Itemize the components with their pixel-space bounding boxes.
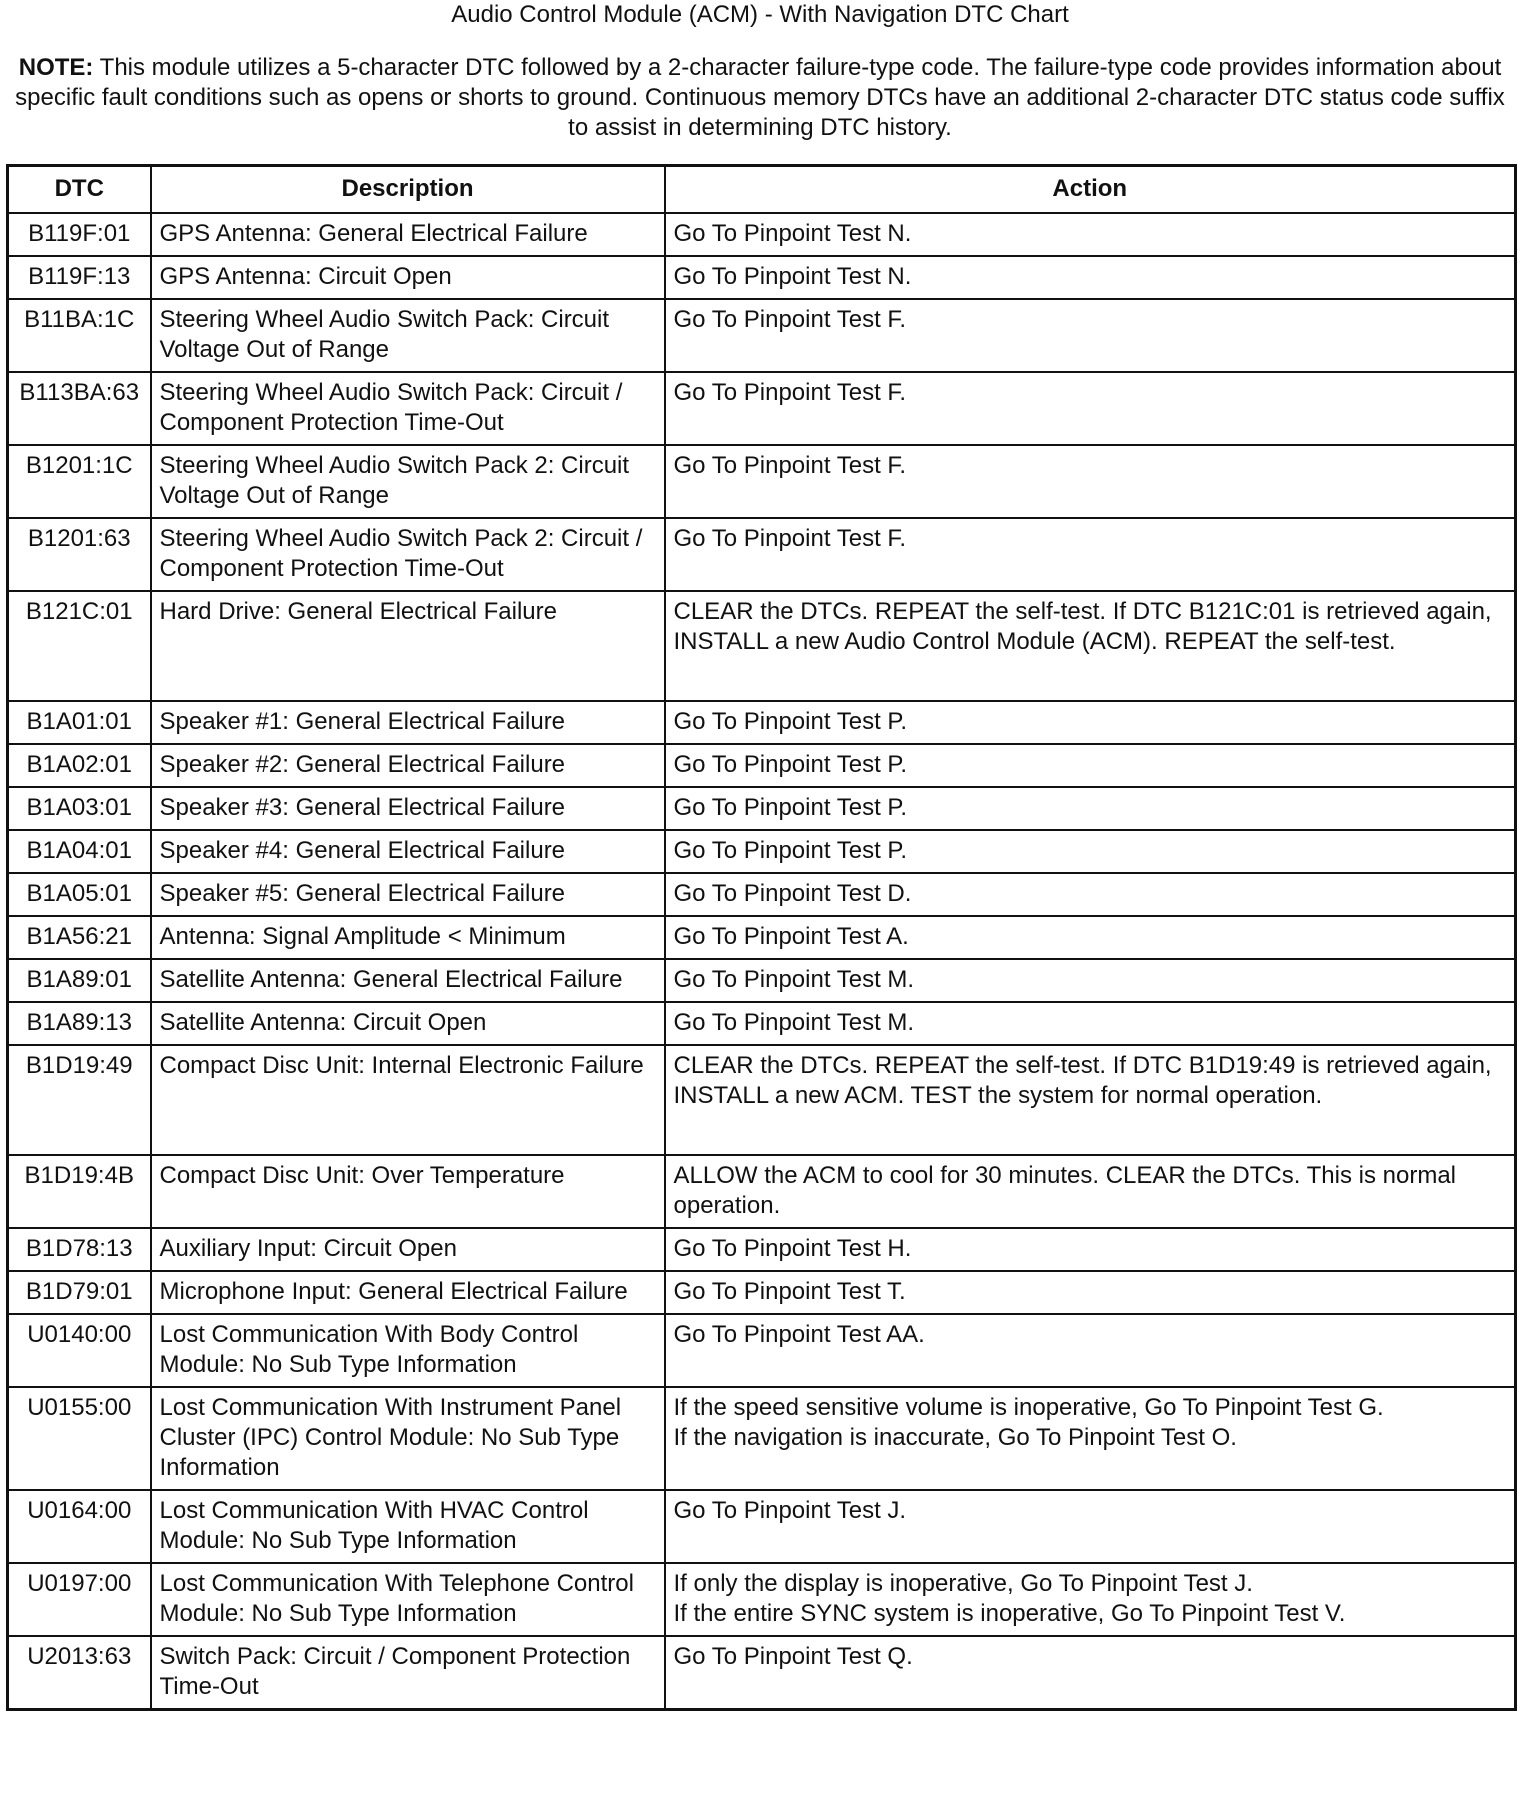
action-cell: Go To Pinpoint Test P. <box>665 744 1516 787</box>
table-row <box>8 1636 1516 1710</box>
action-cell: Go To Pinpoint Test F. <box>665 445 1516 518</box>
action-cell: Go To Pinpoint Test N. <box>665 256 1516 299</box>
table-row <box>8 1002 1516 1045</box>
description-cell: Switch Pack: Circuit / Component Protection Time-Out <box>151 1636 665 1710</box>
action-cell: Go To Pinpoint Test J. <box>665 1490 1516 1563</box>
description-cell: Steering Wheel Audio Switch Pack: Circuit Voltage Out of Range <box>151 299 665 372</box>
dtc-code-cell: U0155:00 <box>8 1387 151 1490</box>
description-cell: Compact Disc Unit: Over Temperature <box>151 1155 665 1228</box>
action-cell: Go To Pinpoint Test Q. <box>665 1636 1516 1710</box>
table-row <box>8 518 1516 591</box>
dtc-code-cell: B1A04:01 <box>8 830 151 873</box>
description-cell: Steering Wheel Audio Switch Pack 2: Circuit / Component Protection Time-Out <box>151 518 665 591</box>
description-cell: Speaker #3: General Electrical Failure <box>151 787 665 830</box>
action-cell: Go To Pinpoint Test T. <box>665 1271 1516 1314</box>
note-text: This module utilizes a 5-character DTC followed by a 2-character failure-type code. The failure-type code provides information about specific fault conditions such as opens or shorts to ground. Continuous memory DTCs have an additional 2-character DTC status code suffix to assist in determining DTC history. <box>15 54 1505 141</box>
description-cell: Speaker #5: General Electrical Failure <box>151 873 665 916</box>
table-body <box>8 213 1516 1710</box>
dtc-code-cell: B119F:01 <box>8 213 151 256</box>
table-row <box>8 1563 1516 1636</box>
table-row <box>8 1228 1516 1271</box>
dtc-code-cell: B119F:13 <box>8 256 151 299</box>
action-cell: Go To Pinpoint Test F. <box>665 518 1516 591</box>
action-cell: ALLOW the ACM to cool for 30 minutes. CLEAR the DTCs. This is normal operation. <box>665 1155 1516 1228</box>
table-row <box>8 591 1516 701</box>
dtc-code-cell: B1A03:01 <box>8 787 151 830</box>
dtc-code-cell: B11BA:1C <box>8 299 151 372</box>
table-row <box>8 1045 1516 1155</box>
description-cell: Lost Communication With Body Control Module: No Sub Type Information <box>151 1314 665 1387</box>
column-header-action: Action <box>665 166 1516 214</box>
table-row <box>8 1490 1516 1563</box>
dtc-code-cell: U2013:63 <box>8 1636 151 1710</box>
dtc-code-cell: B1201:63 <box>8 518 151 591</box>
table-row <box>8 299 1516 372</box>
dtc-code-cell: B1D79:01 <box>8 1271 151 1314</box>
dtc-code-cell: B1A01:01 <box>8 701 151 744</box>
table-row <box>8 1155 1516 1228</box>
dtc-table <box>6 164 1517 1711</box>
action-cell: Go To Pinpoint Test M. <box>665 1002 1516 1045</box>
dtc-code-cell: B1D19:4B <box>8 1155 151 1228</box>
table-row <box>8 372 1516 445</box>
column-header-dtc: DTC <box>8 166 151 214</box>
description-cell: Antenna: Signal Amplitude < Minimum <box>151 916 665 959</box>
dtc-code-cell: B1A02:01 <box>8 744 151 787</box>
dtc-code-cell: B113BA:63 <box>8 372 151 445</box>
description-cell: Satellite Antenna: General Electrical Failure <box>151 959 665 1002</box>
description-cell: Satellite Antenna: Circuit Open <box>151 1002 665 1045</box>
action-cell: Go To Pinpoint Test F. <box>665 299 1516 372</box>
description-cell: Hard Drive: General Electrical Failure <box>151 591 665 701</box>
table-row <box>8 1271 1516 1314</box>
page-title: Audio Control Module (ACM) - With Navigation DTC Chart <box>451 1 1069 28</box>
description-cell: Steering Wheel Audio Switch Pack: Circuit / Component Protection Time-Out <box>151 372 665 445</box>
description-cell: Lost Communication With Instrument Panel Cluster (IPC) Control Module: No Sub Type Information <box>151 1387 665 1490</box>
table-row <box>8 873 1516 916</box>
action-cell: If the speed sensitive volume is inoperative, Go To Pinpoint Test G. If the navigation is inaccurate, Go To Pinpoint Test O. <box>665 1387 1516 1490</box>
table-row <box>8 830 1516 873</box>
action-cell: CLEAR the DTCs. REPEAT the self-test. If DTC B1D19:49 is retrieved again, INSTALL a new ACM. TEST the system for normal operation. <box>665 1045 1516 1155</box>
description-cell: Microphone Input: General Electrical Failure <box>151 1271 665 1314</box>
action-cell: Go To Pinpoint Test P. <box>665 701 1516 744</box>
table-row <box>8 787 1516 830</box>
action-cell: Go To Pinpoint Test M. <box>665 959 1516 1002</box>
action-cell: Go To Pinpoint Test AA. <box>665 1314 1516 1387</box>
table-row <box>8 445 1516 518</box>
dtc-code-cell: B1A89:13 <box>8 1002 151 1045</box>
table-row <box>8 1387 1516 1490</box>
action-cell: CLEAR the DTCs. REPEAT the self-test. If DTC B121C:01 is retrieved again, INSTALL a new Audio Control Module (ACM). REPEAT the self-test. <box>665 591 1516 701</box>
description-cell: Auxiliary Input: Circuit Open <box>151 1228 665 1271</box>
description-cell: Compact Disc Unit: Internal Electronic Failure <box>151 1045 665 1155</box>
table-header-row <box>8 166 1516 214</box>
table-row <box>8 744 1516 787</box>
dtc-code-cell: B1A89:01 <box>8 959 151 1002</box>
description-cell: Speaker #4: General Electrical Failure <box>151 830 665 873</box>
table-row <box>8 1314 1516 1387</box>
table-row <box>8 213 1516 256</box>
dtc-code-cell: U0164:00 <box>8 1490 151 1563</box>
action-cell: Go To Pinpoint Test A. <box>665 916 1516 959</box>
description-cell: GPS Antenna: General Electrical Failure <box>151 213 665 256</box>
dtc-code-cell: B1201:1C <box>8 445 151 518</box>
dtc-code-cell: U0197:00 <box>8 1563 151 1636</box>
note-label: NOTE: <box>18 54 94 81</box>
action-cell: Go To Pinpoint Test N. <box>665 213 1516 256</box>
dtc-code-cell: B1A05:01 <box>8 873 151 916</box>
description-cell: Speaker #1: General Electrical Failure <box>151 701 665 744</box>
dtc-code-cell: B1D78:13 <box>8 1228 151 1271</box>
description-cell: Lost Communication With HVAC Control Module: No Sub Type Information <box>151 1490 665 1563</box>
description-cell: Speaker #2: General Electrical Failure <box>151 744 665 787</box>
column-header-description: Description <box>151 166 665 214</box>
table-row <box>8 701 1516 744</box>
action-cell: Go To Pinpoint Test P. <box>665 830 1516 873</box>
action-cell: If only the display is inoperative, Go To Pinpoint Test J. If the entire SYNC system is inoperative, Go To Pinpoint Test V. <box>665 1563 1516 1636</box>
note-paragraph <box>8 53 1512 143</box>
action-cell: Go To Pinpoint Test H. <box>665 1228 1516 1271</box>
table-row <box>8 256 1516 299</box>
dtc-code-cell: B1D19:49 <box>8 1045 151 1155</box>
action-cell: Go To Pinpoint Test D. <box>665 873 1516 916</box>
description-cell: GPS Antenna: Circuit Open <box>151 256 665 299</box>
table-row <box>8 916 1516 959</box>
description-cell: Lost Communication With Telephone Control Module: No Sub Type Information <box>151 1563 665 1636</box>
dtc-code-cell: B121C:01 <box>8 591 151 701</box>
action-cell: Go To Pinpoint Test F. <box>665 372 1516 445</box>
dtc-code-cell: U0140:00 <box>8 1314 151 1387</box>
table-row <box>8 959 1516 1002</box>
description-cell: Steering Wheel Audio Switch Pack 2: Circuit Voltage Out of Range <box>151 445 665 518</box>
dtc-code-cell: B1A56:21 <box>8 916 151 959</box>
action-cell: Go To Pinpoint Test P. <box>665 787 1516 830</box>
